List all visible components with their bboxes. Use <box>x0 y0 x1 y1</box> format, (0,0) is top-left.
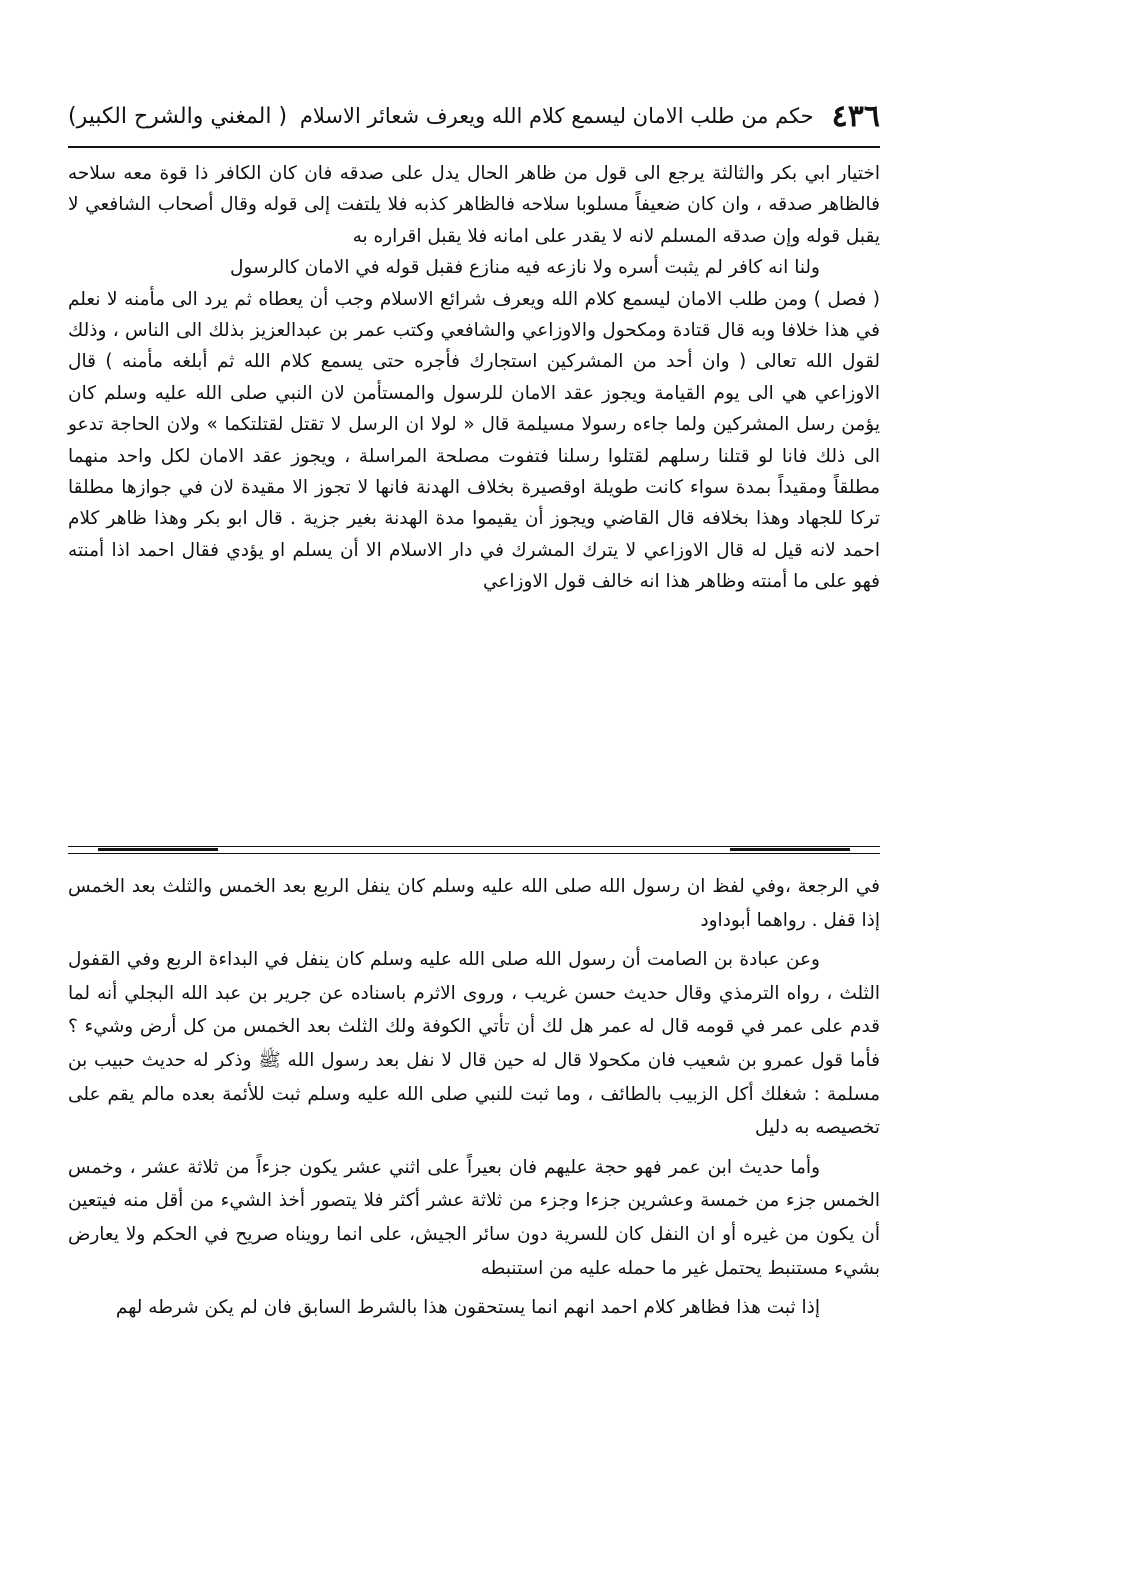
footnote-separator <box>68 844 880 856</box>
header-rule <box>68 146 880 148</box>
separator-ornament <box>730 848 850 851</box>
main-text <box>68 158 880 598</box>
book-title: ( المغني والشرح الكبير) <box>68 103 288 129</box>
commentary-paragraph: إذا ثبت هذا فظاهر كلام احمد انهم انما يستحقون هذا بالشرط السابق فان لم يكن شرطه لهم <box>115 1297 820 1319</box>
commentary-paragraph: في الرجعة ،وفي لفظ ان رسول الله صلى الله عليه وسلم كان ينفل الربع بعد الخمس والثلث بعد الخمس إذا قفل . رواهما أبوداود <box>68 876 880 931</box>
page-number: ٤٣٦ <box>831 98 880 134</box>
main-paragraph: ( فصل ) ومن طلب الامان ليسمع كلام الله ويعرف شرائع الاسلام وجب أن يعطاه ثم يرد الى مأمنه لا نعلم في هذا خلافا وبه قال قتادة ومكحول والاوزاعي والشافعي وكتب عمر بن عبدالعزيز بذلك الى الناس ، وذلك لقول الله تعالى ( وان أحد من المشركين استجارك فأجره حتى يسمع كلام الله ثم أبلغه مأمنه ) قال الاوزاعي هي الى يوم القيامة ويجوز عقد الامان للرسول والمستأمن لان النبي صلى الله عليه وسلم كان يؤمن رسل المشركين ولما جاءه رسولا مسيلمة قال « لولا ان الرسل لا تقتل لقتلتكما » ولان الحاجة تدعو الى ذلك فانا لو قتلنا رسلهم لقتلوا رسلنا فتفوت مصلحة المراسلة ، ويجوز عقد الامان لكل واحد منهما مطلقاً ومقيداً بمدة سواء كانت طويلة اوقصيرة بخلاف الهدنة فانها لا تجوز الا مقيدة لان في جوازها مطلقا تركا للجهاد وهذا بخلافه قال القاضي ويجوز أن يقيموا مدة الهدنة بغير جزية . قال ابو بكر وهذا ظاهر كلام احمد لانه قيل له قال الاوزاعي لا يترك المشرك في دار الاسلام الا أن يسلم او يؤدي فقال احمد اذا أمنته فهو على ما أمنته وظاهر هذا انه خالف قول الاوزاعي <box>68 288 880 593</box>
commentary-paragraph: وعن عبادة بن الصامت أن رسول الله صلى الله عليه وسلم كان ينفل في البداءة الربع وفي القفول الثلث ، رواه الترمذي وقال حديث حسن غريب ، وروى الاثرم باسناده عن جرير بن عبد الله البجلي أنه لما قدم على عمر في قومه قال له عمر هل لك أن تأتي الكوفة ولك الثلث بعد الخمس من كل أرض وشيء ؟ فأما قول عمرو بن شعيب فان مكحولا قال له حين قال لا نفل بعد رسول الله ﷺ وذكر له حديث حبيب بن مسلمة : شغلك أكل الزبيب بالطائف ، وما ثبت للنبي صلى الله عليه وسلم ثبت للأئمة بعده مالم يقم على تخصيصه به دليل <box>68 949 880 1139</box>
separator-ornament <box>98 848 218 851</box>
separator-line <box>68 853 880 854</box>
commentary-text <box>68 870 880 1331</box>
running-title: حكم من طلب الامان ليسمع كلام الله ويعرف شعائر الاسلام <box>299 104 814 128</box>
main-paragraph: اختيار ابي بكر والثالثة يرجع الى قول من ظاهر الحال يدل على صدقه فان كان الكافر ذا قوة معه سلاحه فالظاهر صدقه ، وان كان ضعيفاً مسلوبا سلاحه فالظاهر كذبه فلا يلتفت إلى قوله وقال أصحاب الشافعي لا يقبل قوله وإن صدقه المسلم لانه لا يقدر على امانه فلا يقبل اقراره به <box>68 163 880 247</box>
separator-line <box>68 846 880 847</box>
main-paragraph: ولنا انه كافر لم يثبت أسره ولا نازعه فيه منازع فقبل قوله في الامان كالرسول <box>229 257 820 279</box>
book-page <box>68 88 880 1468</box>
page-header <box>68 88 880 144</box>
commentary-paragraph: وأما حديث ابن عمر فهو حجة عليهم فان بعيراً على اثني عشر يكون جزءاً من ثلاثة عشر ، وخمس الخمس جزء من خمسة وعشرين جزءا وجزء من ثلاثة عشر أكثر فلا يتصور أخذ الشيء من أقل منه فيتعين أن يكون من غيره أو ان النفل كان للسرية دون سائر الجيش، على انما رويناه صريح في الحكم ولا يعارض بشيء مستنبط يحتمل غير ما حمله عليه من استنبطه <box>68 1156 880 1279</box>
